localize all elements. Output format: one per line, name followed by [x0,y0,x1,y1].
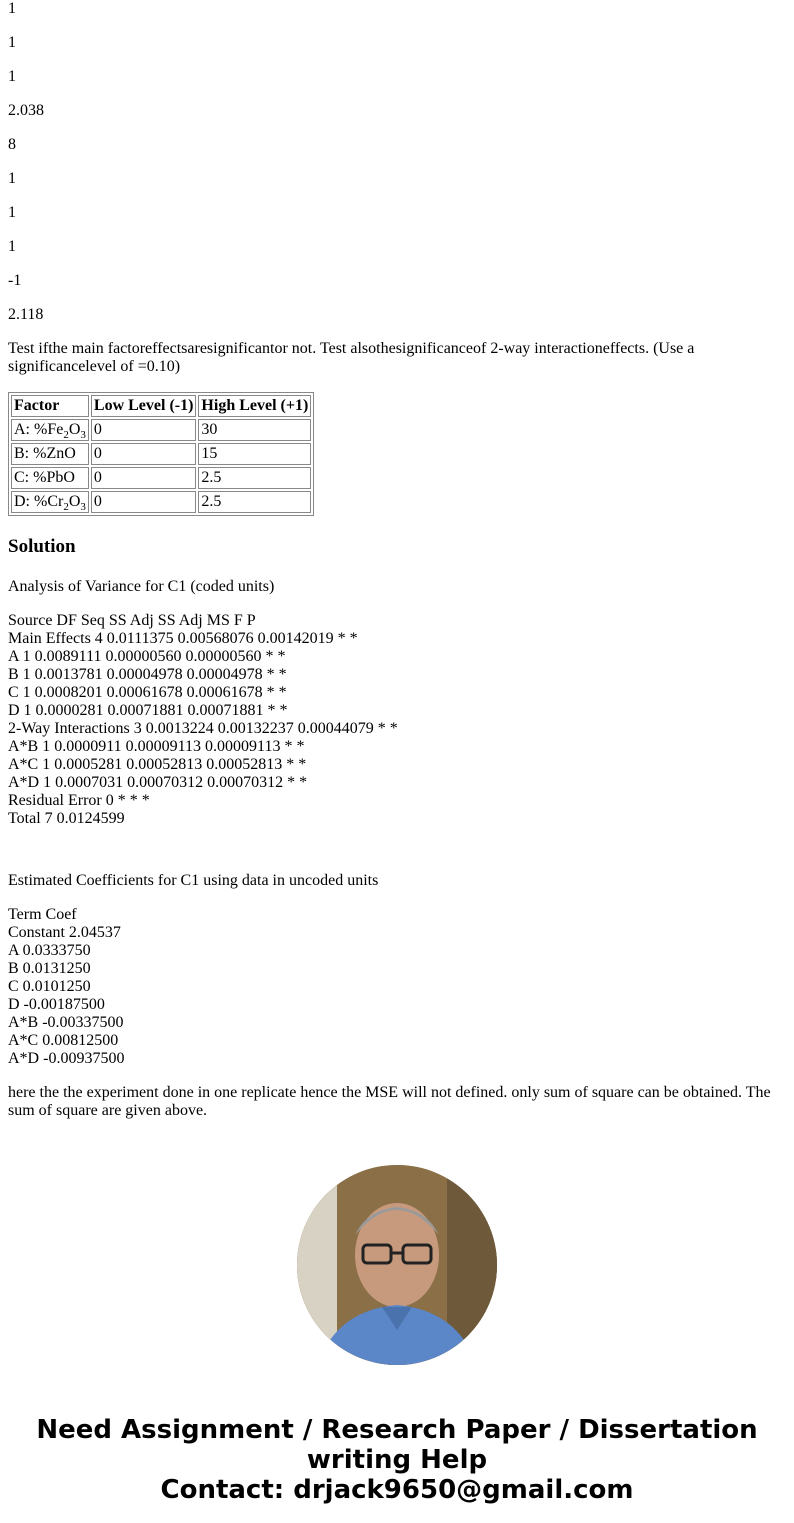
low-level-cell: 0 [91,419,197,441]
header-low-level: Low Level (-1) [91,395,197,417]
anova-line: Total 7 0.0124599 [8,810,125,827]
coef-line: B 0.0131250 [8,960,91,977]
coef-line: A*D -0.00937500 [8,1050,125,1067]
coefficients-table [8,906,786,1068]
anova-table [8,612,786,828]
header-factor: Factor [11,395,89,417]
anova-line: 2-Way Interactions 3 0.0013224 0.00132237 0.00044079 * * [8,720,398,737]
table-header-row [11,395,311,417]
header-high-level: High Level (+1) [198,395,311,417]
promo-contact: Contact: drjack9650@gmail.com [160,1475,634,1505]
coef-line: A*C 0.00812500 [8,1032,119,1049]
anova-line: Residual Error 0 * * * [8,792,150,809]
author-photo-wrap [8,1165,786,1365]
coef-line: Constant 2.04537 [8,924,121,941]
factor-cell: A: $\%Fe_2O_3$ [11,419,89,441]
anova-line: A*D 1 0.0007031 0.00070312 0.00070312 * * [8,774,308,791]
table-row [11,467,311,489]
anova-line: C 1 0.0008201 0.00061678 0.00061678 * * [8,684,287,701]
factor-cell: C: %PbO [11,467,89,489]
solution-heading: Solution [8,536,76,557]
coef-line: Term Coef [8,906,77,923]
high-level-cell: 15 [198,443,311,465]
high-level-cell: 2.5 [198,467,311,489]
anova-line: A*C 1 0.0005281 0.00052813 0.00052813 * * [8,756,307,773]
high-level-cell: 2.5 [198,491,311,513]
promo-banner [8,1415,786,1505]
value-line: 1 [8,238,16,255]
value-line: 1 [8,68,16,85]
value-line: 1 [8,170,16,187]
factor-cell: B: %ZnO [11,443,89,465]
factor-levels-table [8,392,314,516]
value-line: -1 [8,272,22,289]
coef-line: C 0.0101250 [8,978,91,995]
value-line: 1 [8,34,16,51]
anova-title: Analysis of Variance for C1 (coded units) [8,578,275,595]
low-level-cell: 0 [91,491,197,513]
spacer [8,844,786,872]
author-avatar [297,1165,497,1365]
question-text: Test ifthe main factoreffectsaresignificantor not. Test alsothesignificanceof 2-way interactioneffects. (Use a significancelevel of =0.10) [8,340,695,375]
anova-line: B 1 0.0013781 0.00004978 0.00004978 * * [8,666,287,683]
anova-line: A 1 0.0089111 0.00000560 0.00000560 * * [8,648,286,665]
anova-line: Main Effects 4 0.0111375 0.00568076 0.00142019 * * [8,630,358,647]
low-level-cell: 0 [91,443,197,465]
table-row [11,443,311,465]
value-line: 1 [8,0,16,17]
coefficients-title: Estimated Coefficients for C1 using data in uncoded units [8,872,379,889]
value-line: 1 [8,204,16,221]
anova-line: A*B 1 0.0000911 0.00009113 0.00009113 * * [8,738,305,755]
coef-line: D -0.00187500 [8,996,105,1013]
coef-line: A 0.0333750 [8,942,91,959]
table-row [11,419,311,441]
value-line: 8 [8,136,16,153]
anova-line: Source DF Seq SS Adj SS Adj MS F P [8,612,256,629]
avatar-portrait [297,1165,497,1365]
value-line: 2.118 [8,306,44,323]
low-level-cell: 0 [91,467,197,489]
promo-line-1: Need Assignment / Research Paper / Dissertation [36,1415,758,1445]
anova-line: D 1 0.0000281 0.00071881 0.00071881 * * [8,702,288,719]
preceding-values [8,0,786,324]
conclusion-text: here the the experiment done in one replicate hence the MSE will not defined. only sum of square can be obtained. The sum of square are given above. [8,1084,771,1119]
value-line: 2.038 [8,102,44,119]
high-level-cell: 30 [198,419,311,441]
promo-line-2: writing Help [306,1445,488,1475]
factor-cell: D: $\%Cr_2O_3$ [11,491,89,513]
table-row [11,491,311,513]
coef-line: A*B -0.00337500 [8,1014,124,1031]
